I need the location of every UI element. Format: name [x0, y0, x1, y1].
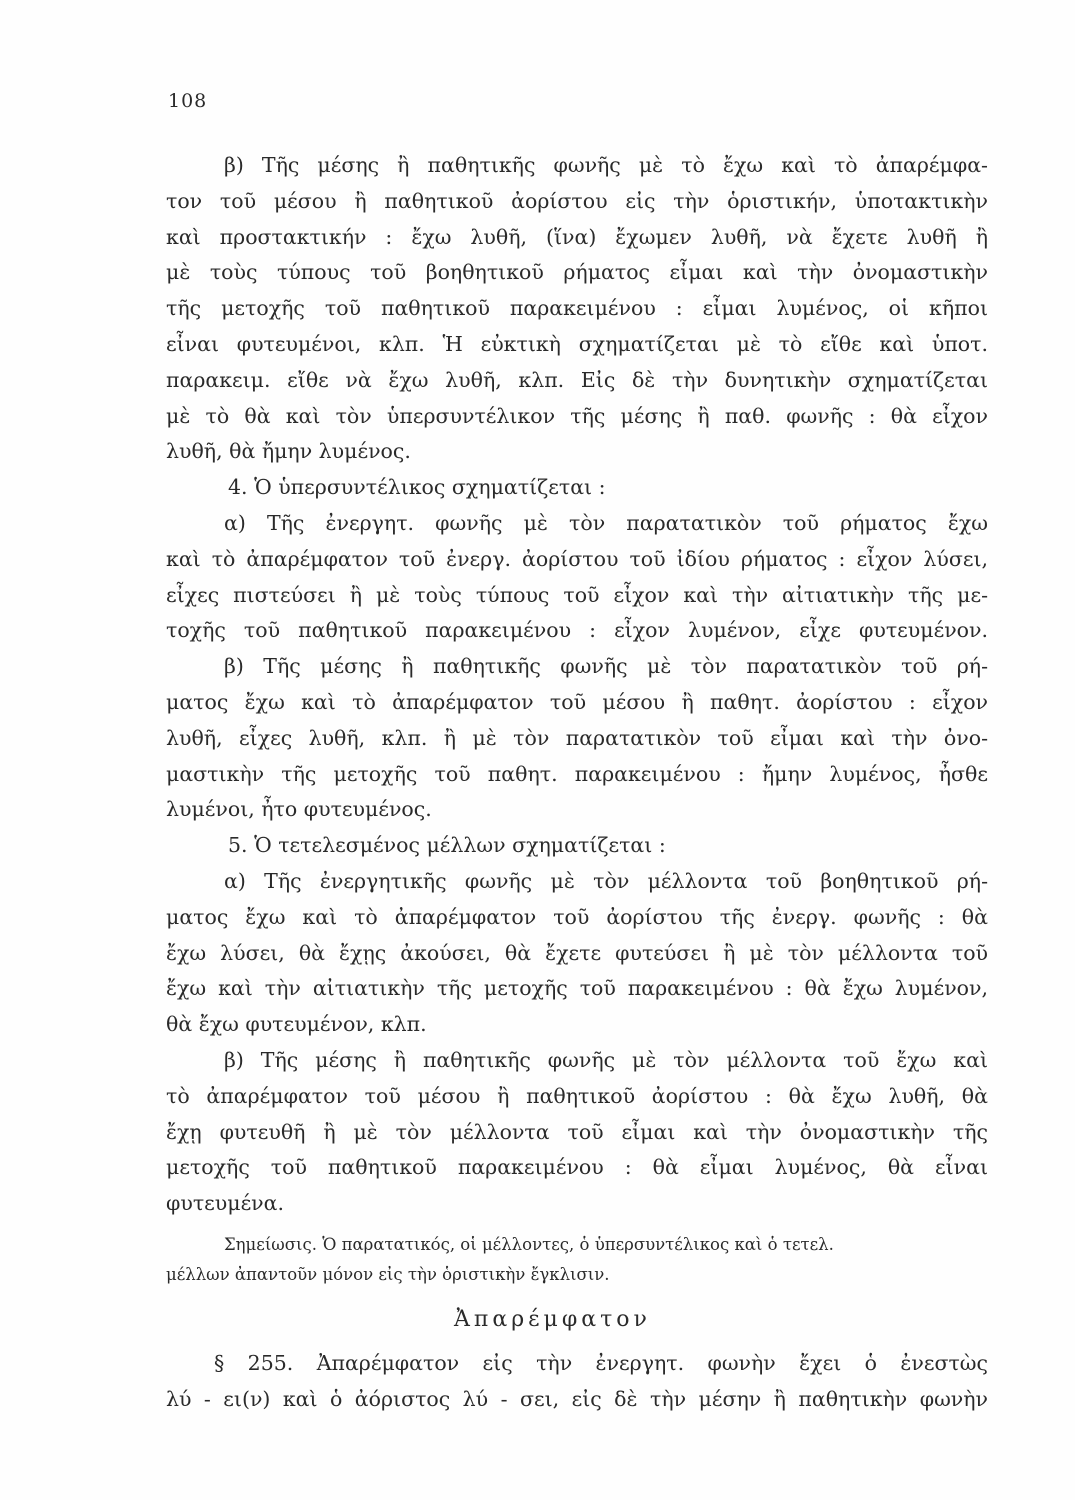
text-line: τὸ ἀπαρέμφατον τοῦ μέσου ἢ παθητικοῦ ἀορίστου : θὰ ἔχω λυθῆ, θὰ	[166, 1083, 988, 1108]
text-line: ἔχω λύσει, θὰ ἔχῃς ἀκούσει, θὰ ἔχετε φυτεύσει ἢ μὲ τὸν μέλλοντα τοῦ	[166, 940, 988, 965]
text-line: λύ - ει(ν) καὶ ὁ ἀόριστος λύ - σει, εἰς δὲ τὴν μέσην ἢ παθητικὴν φωνὴν	[166, 1386, 988, 1411]
text-line: φυτευμένα.	[166, 1191, 285, 1216]
text-line: καὶ προστακτικήν : ἔχω λυθῆ, (ἵνα) ἔχωμεν λυθῆ, νὰ ἔχετε λυθῆ ἢ	[166, 224, 988, 249]
note-line: μέλλων ἀπαντοῦν μόνον εἰς τὴν ὁριστικὴν ἔγκλισιν.	[166, 1264, 610, 1284]
text-line: εἶχες πιστεύσει ἢ μὲ τοὺς τύπους τοῦ εἶχον καὶ τὴν αἰτιατικὴν τῆς με-	[166, 582, 988, 607]
text-line: τῆς μετοχῆς τοῦ παθητικοῦ παρακειμένου : εἶμαι λυμένος, οἱ κῆποι	[166, 296, 988, 321]
text-line: ματος ἔχω καὶ τὸ ἀπαρέμφατον τοῦ μέσου ἢ παθητ. ἀορίστου : εἶχον	[166, 689, 988, 714]
text-line: εἶναι φυτευμένοι, κλπ. Ἡ εὐκτικὴ σχηματίζεται μὲ τὸ εἴθε καὶ ὑποτ.	[166, 331, 988, 356]
text-line: β) Τῆς μέσης ἢ παθητικῆς φωνῆς μὲ τὸν παρατατικὸν τοῦ ρή-	[224, 654, 988, 679]
text-line: ἔχω καὶ τὴν αἰτιατικὴν τῆς μετοχῆς τοῦ παρακειμένου : θὰ ἔχω λυμένον,	[166, 976, 988, 1001]
text-line: θὰ ἔχω φυτευμένον, κλπ.	[166, 1012, 427, 1037]
section-4-heading: 4. Ὁ ὑπερσυντέλικος σχηματίζεται :	[228, 475, 606, 500]
body-text	[166, 148, 988, 1418]
text-line: μὲ τοὺς τύπους τοῦ βοηθητικοῦ ρήματος εἶμαι καὶ τὴν ὀνομαστικὴν	[166, 260, 988, 285]
text-line: α) Τῆς ἐνεργητ. φωνῆς μὲ τὸν παρατατικὸν τοῦ ρήματος ἔχω	[224, 510, 988, 535]
text-line: λυθῆ, εἶχες λυθῆ, κλπ. ἢ μὲ τὸν παρατατικὸν τοῦ εἶμαι καὶ τὴν ὀνο-	[166, 725, 988, 750]
page-number: 108	[168, 90, 208, 112]
text-line: ματος ἔχω καὶ τὸ ἀπαρέμφατον τοῦ ἀορίστου τῆς ἐνεργ. φωνῆς : θὰ	[166, 904, 988, 929]
text-line: λυμένοι, ἦτο φυτευμένος.	[166, 797, 432, 822]
text-line: παρακειμ. εἴθε νὰ ἔχω λυθῆ, κλπ. Εἰς δὲ τὴν δυνητικὴν σχηματίζεται	[166, 367, 988, 392]
text-line: μαστικὴν τῆς μετοχῆς τοῦ παθητ. παρακειμένου : ἤμην λυμένος, ἦσθε	[166, 761, 988, 786]
section-heading: Ἀπαρέμφατον	[454, 1306, 651, 1332]
text-line: μὲ τὸ θὰ καὶ τὸν ὑπερσυντέλικον τῆς μέσης ἢ παθ. φωνῆς : θὰ εἶχον	[166, 403, 988, 428]
note-line: Σημείωσις. Ὁ παρατατικός, οἱ μέλλοντες, ὁ ὑπερσυντέλικος καὶ ὁ τετελ.	[224, 1234, 834, 1254]
text-line: τοχῆς τοῦ παθητικοῦ παρακειμένου : εἶχον λυμένον, εἶχε φυτευμένον.	[166, 618, 988, 643]
text-line: ἔχῃ φυτευθῆ ἢ μὲ τὸν μέλλοντα τοῦ εἶμαι καὶ τὴν ὀνομαστικὴν τῆς	[166, 1119, 988, 1144]
text-line: β) Τῆς μέσης ἢ παθητικῆς φωνῆς μὲ τὸν μέλλοντα τοῦ ἔχω καὶ	[224, 1047, 988, 1072]
text-line: β) Τῆς μέσης ἢ παθητικῆς φωνῆς μὲ τὸ ἔχω καὶ τὸ ἀπαρέμφα-	[224, 153, 988, 177]
text-line: α) Τῆς ἐνεργητικῆς φωνῆς μὲ τὸν μέλλοντα τοῦ βοηθητικοῦ ρή-	[224, 868, 988, 893]
text-line: μετοχῆς τοῦ παθητικοῦ παρακειμένου : θὰ εἶμαι λυμένος, θὰ εἶναι	[166, 1155, 988, 1180]
text-line: καὶ τὸ ἀπαρέμφατον τοῦ ἐνεργ. ἀορίστου τοῦ ἰδίου ρήματος : εἶχον λύσει,	[166, 546, 988, 571]
text-line: τον τοῦ μέσου ἢ παθητικοῦ ἀορίστου εἰς τὴν ὁριστικήν, ὑποτακτικὴν	[166, 188, 988, 213]
text-line: λυθῆ, θὰ ἤμην λυμένος.	[166, 439, 411, 464]
section-5-heading: 5. Ὁ τετελεσμένος μέλλων σχηματίζεται :	[228, 833, 666, 858]
text-line: § 255. Ἀπαρέμφατον εἰς τὴν ἐνεργητ. φωνὴν ἔχει ὁ ἐνεστὼς	[214, 1350, 988, 1375]
